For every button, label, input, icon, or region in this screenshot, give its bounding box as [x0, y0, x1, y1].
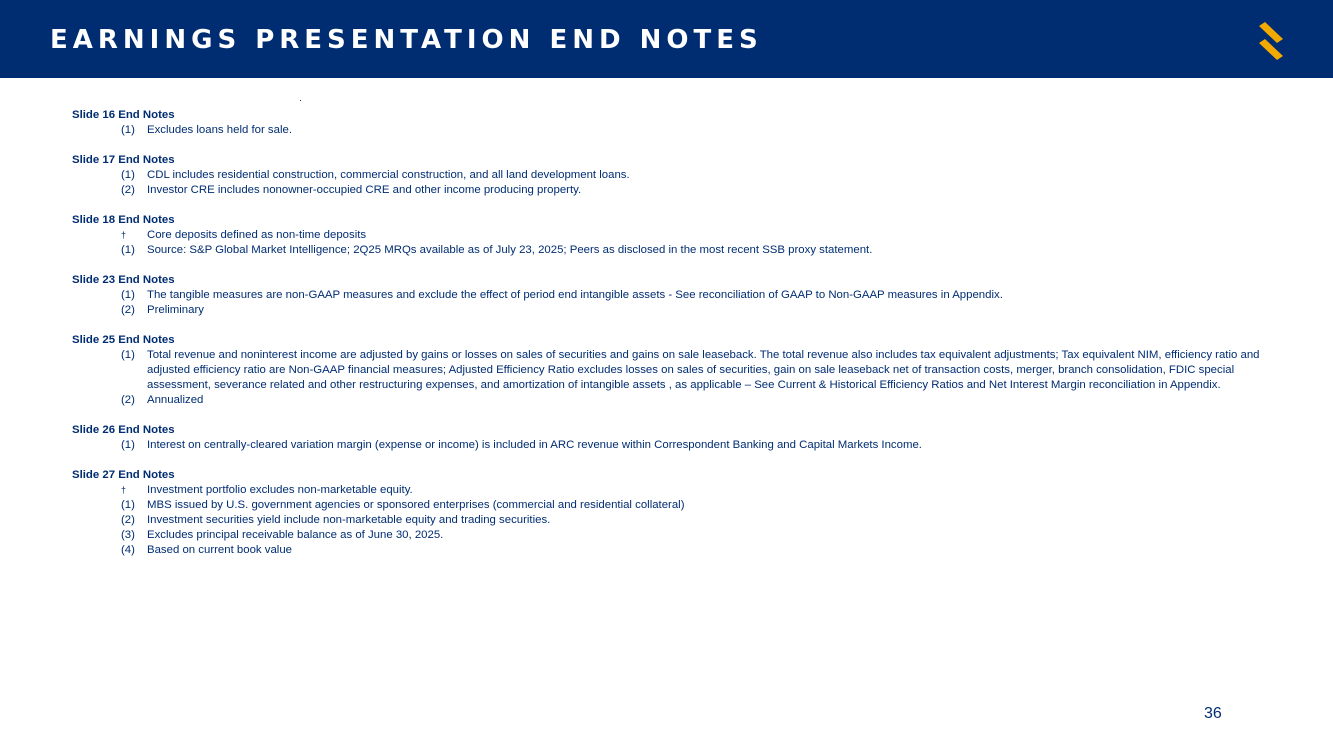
note-text: Excludes principal receivable balance as of June 30, 2025. [147, 529, 444, 541]
section-title: Slide 16 End Notes [72, 109, 175, 121]
note-marker: (1) [121, 349, 135, 361]
section-title: Slide 18 End Notes [72, 214, 175, 226]
section-title: Slide 17 End Notes [72, 154, 175, 166]
end-notes-section [72, 213, 1262, 258]
note-marker: (2) [121, 184, 135, 196]
note-marker: † [121, 485, 127, 495]
note-item [72, 438, 1262, 453]
note-item [72, 288, 1262, 303]
note-marker: (1) [121, 439, 135, 451]
logo-stripe-bottom [1259, 39, 1283, 60]
note-text: Investment portfolio excludes non-marketable equity. [147, 484, 413, 496]
note-text: Source: S&P Global Market Intelligence; 2Q25 MRQs available as of July 23, 2025; Peers as disclosed in the most recent SSB proxy statement. [147, 244, 873, 256]
note-text: Investment securities yield include non-marketable equity and trading securities. [147, 514, 551, 526]
note-marker: † [121, 230, 127, 240]
section-title: Slide 27 End Notes [72, 469, 175, 481]
stray-mark [300, 100, 301, 101]
section-title: Slide 23 End Notes [72, 274, 175, 286]
note-marker: (1) [121, 289, 135, 301]
note-text: Annualized [147, 394, 204, 406]
note-marker: (1) [121, 169, 135, 181]
note-item [72, 168, 1262, 183]
note-marker: (4) [121, 544, 135, 556]
note-item [72, 303, 1262, 318]
note-text: The tangible measures are non-GAAP measures and exclude the effect of period end intangible assets - See reconciliation of GAAP to Non-GAAP measures in Appendix. [147, 289, 1003, 301]
end-notes-section [72, 108, 1262, 138]
end-notes-list [72, 108, 1262, 573]
note-text: Total revenue and noninterest income are adjusted by gains or losses on sales of securities and gains on sale leaseback. The total revenue also includes tax equivalent adjustments; Tax equivalent NIM, efficiency ratio and adjusted efficiency ratio are Non-GAAP financial measures; Adjusted Efficiency Ratio excludes losses on sales of securities, gain on sale leaseback net of transaction costs, merger, branch consolidation, FDIC special assessment, severance related and other restructuring expenses, and amortization of intangible assets , as applicable – See Current & Historical Efficiency Ratios and Net Interest Margin reconciliation in Appendix. [147, 349, 1260, 391]
note-text: Based on current book value [147, 544, 293, 556]
page-title: EARNINGS PRESENTATION END NOTES [50, 25, 763, 55]
note-text: CDL includes residential construction, commercial construction, and all land development loans. [147, 169, 630, 181]
note-item [72, 123, 1262, 138]
note-item [72, 393, 1262, 408]
note-item [72, 513, 1262, 528]
note-item [72, 243, 1262, 258]
note-item [72, 543, 1262, 558]
ssb-logo-icon [1256, 22, 1286, 60]
section-title: Slide 26 End Notes [72, 424, 175, 436]
note-text: MBS issued by U.S. government agencies or sponsored enterprises (commercial and residential collateral) [147, 499, 685, 511]
note-text: Preliminary [147, 304, 204, 316]
header-bar [0, 0, 1333, 78]
end-notes-section [72, 273, 1262, 318]
note-marker: (3) [121, 529, 135, 541]
note-item [72, 228, 1262, 243]
note-item [72, 528, 1262, 543]
note-text: Excludes loans held for sale. [147, 124, 292, 136]
end-notes-section [72, 153, 1262, 198]
note-text: Interest on centrally-cleared variation margin (expense or income) is included in ARC revenue within Correspondent Banking and Capital Markets Income. [147, 439, 922, 451]
note-text: Investor CRE includes nonowner-occupied CRE and other income producing property. [147, 184, 582, 196]
note-marker: (2) [121, 304, 135, 316]
note-marker: (2) [121, 394, 135, 406]
note-marker: (1) [121, 244, 135, 256]
note-marker: (1) [121, 499, 135, 511]
note-text: Core deposits defined as non-time deposits [147, 229, 367, 241]
note-item [72, 183, 1262, 198]
note-marker: (2) [121, 514, 135, 526]
end-notes-section [72, 333, 1262, 408]
note-item [72, 348, 1262, 393]
note-item [72, 498, 1262, 513]
page-number: 36 [1204, 705, 1222, 722]
note-item [72, 483, 1262, 498]
logo-stripe-top [1259, 22, 1283, 43]
note-marker: (1) [121, 124, 135, 136]
section-title: Slide 25 End Notes [72, 334, 175, 346]
end-notes-section [72, 423, 1262, 453]
end-notes-section [72, 468, 1262, 558]
